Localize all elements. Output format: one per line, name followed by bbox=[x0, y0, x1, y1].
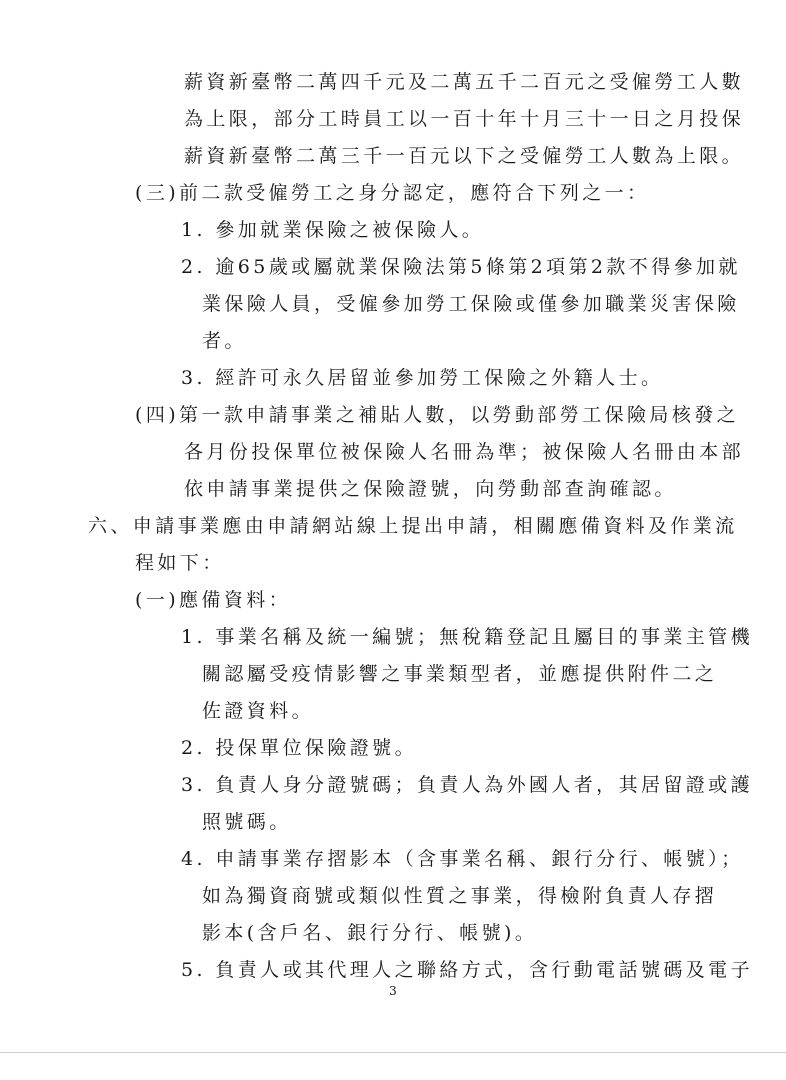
section-heading-3: (三)前二款受僱勞工之身分認定，應符合下列之一： bbox=[135, 182, 650, 204]
list-item: 3. 經許可永久居留並參加勞工保險之外籍人士。 bbox=[181, 367, 664, 389]
text-line: 薪資新臺幣二萬四千元及二萬五千二百元之受僱勞工人數 bbox=[184, 71, 745, 93]
text-line: 各月份投保單位被保險人名冊為準；被保險人名冊由本部 bbox=[184, 441, 745, 463]
text-line: 影本(含戶名、銀行分行、帳號)。 bbox=[202, 922, 538, 944]
list-item: 5. 負責人或其代理人之聯絡方式，含行動電話號碼及電子 bbox=[181, 959, 753, 981]
text-line: 照號碼。 bbox=[202, 811, 292, 833]
list-item: 2. 投保單位保險證號。 bbox=[181, 737, 417, 759]
scan-edge-divider bbox=[0, 1052, 786, 1053]
section-heading-1: (一)應備資料： bbox=[135, 589, 292, 611]
article-heading-6: 六、申請事業應由申請網站線上提出申請，相關應備資料及作業流 bbox=[88, 515, 738, 537]
list-item: 2. 逾65歲或屬就業保險法第5條第2項第2款不得參加就 bbox=[181, 256, 741, 278]
text-line: 業保險人員，受僱參加勞工保險或僅參加職業災害保險 bbox=[202, 293, 740, 315]
text-line: 如為獨資商號或類似性質之事業，得檢附負責人存摺 bbox=[202, 885, 718, 907]
text-line: 者。 bbox=[202, 330, 247, 352]
text-line: 關認屬受疫情影響之事業類型者，並應提供附件二之 bbox=[202, 663, 718, 685]
text-line: 為上限，部分工時員工以一百十年十月三十一日之月投保 bbox=[184, 108, 745, 130]
text-line: 薪資新臺幣二萬三千一百元以下之受僱勞工人數為上限。 bbox=[184, 145, 745, 167]
text-line: 依申請事業提供之保險證號，向勞動部查詢確認。 bbox=[184, 478, 677, 500]
list-item: 1. 事業名稱及統一編號；無稅籍登記且屬目的事業主管機 bbox=[181, 626, 753, 648]
list-item: 1. 參加就業保險之被保險人。 bbox=[181, 219, 485, 241]
text-line: 佐證資料。 bbox=[202, 700, 315, 722]
section-heading-4: (四)第一款申請事業之補貼人數，以勞動部勞工保險局核發之 bbox=[135, 404, 740, 426]
text-line: 程如下： bbox=[135, 552, 225, 574]
list-item: 4. 申請事業存摺影本（含事業名稱、銀行分行、帳號）； bbox=[181, 848, 744, 870]
page-number: 3 bbox=[389, 984, 397, 998]
list-item: 3. 負責人身分證號碼；負責人為外國人者，其居留證或護 bbox=[181, 774, 753, 796]
